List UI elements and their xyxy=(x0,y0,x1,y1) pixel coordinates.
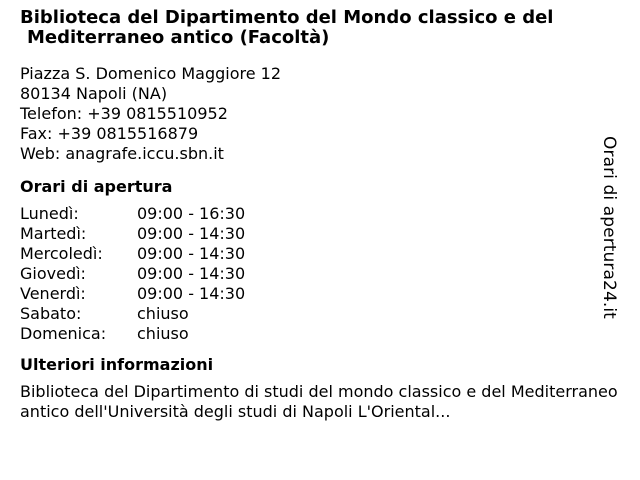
day-label: Lunedì: xyxy=(20,204,79,223)
page-title xyxy=(20,8,620,48)
hours-value: chiuso xyxy=(137,304,189,323)
hours-value: 09:00 - 16:30 xyxy=(137,204,246,223)
day-label: Mercoledì: xyxy=(20,244,103,263)
hours-row-wednesday xyxy=(20,244,620,264)
contact-block xyxy=(20,64,620,164)
hours-row-monday xyxy=(20,204,620,224)
opening-hours-heading: Orari di apertura xyxy=(20,177,173,196)
day-label: Venerdì: xyxy=(20,284,86,303)
title-line-2: Mediterraneo antico (Facoltà) xyxy=(27,27,330,48)
hours-value: chiuso xyxy=(137,324,189,343)
hours-value: 09:00 - 14:30 xyxy=(137,244,246,263)
title-line-1: Biblioteca del Dipartimento del Mondo classico e del xyxy=(20,7,554,28)
address-city: 80134 Napoli (NA) xyxy=(20,84,168,103)
hours-row-friday xyxy=(20,284,620,304)
day-label: Sabato: xyxy=(20,304,82,323)
hours-row-tuesday xyxy=(20,224,620,244)
phone-number: Telefon: +39 0815510952 xyxy=(20,104,228,123)
hours-row-saturday xyxy=(20,304,620,324)
hours-row-thursday xyxy=(20,264,620,284)
more-info-description: Biblioteca del Dipartimento di studi del mondo classico e del Mediterraneo antico dell'Università degli studi di Napoli L'Oriental... xyxy=(20,382,618,421)
opening-hours-table xyxy=(20,204,620,344)
day-label: Martedì: xyxy=(20,224,87,243)
address-street: Piazza S. Domenico Maggiore 12 xyxy=(20,64,282,83)
hours-value: 09:00 - 14:30 xyxy=(137,224,246,243)
more-info-heading: Ulteriori informazioni xyxy=(20,355,214,374)
hours-row-sunday xyxy=(20,324,620,344)
hours-value: 09:00 - 14:30 xyxy=(137,264,246,283)
website: Web: anagrafe.iccu.sbn.it xyxy=(20,144,224,163)
hours-value: 09:00 - 14:30 xyxy=(137,284,246,303)
site-watermark: Orari di apertura24.it xyxy=(599,136,619,319)
fax-number: Fax: +39 0815516879 xyxy=(20,124,199,143)
day-label: Domenica: xyxy=(20,324,107,343)
library-detail-card xyxy=(20,8,620,422)
day-label: Giovedì: xyxy=(20,264,86,283)
